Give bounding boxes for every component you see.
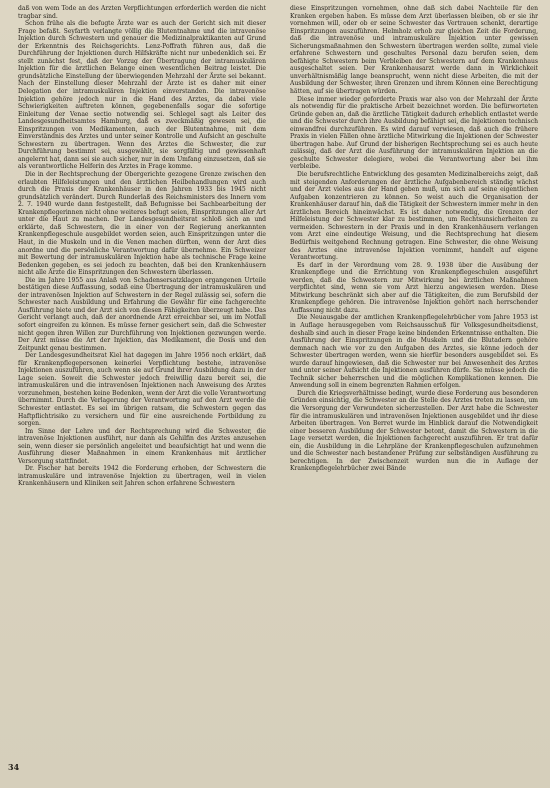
paragraph: Im Sinne der Lehre und der Rechtsprechung wird die Schwester, die intravenöse Injektionen ausführt, nur dann als Gehilfin des Arztes anzusehen sein, wenn dieser sie persönlich angeleitet und beaufsichtigt hat und wenn die Ausführung dieser Maßnahmen in einem Krankenhaus mit ärztlicher Versorgung stattfindet. [18, 427, 266, 465]
text-columns [18, 5, 538, 745]
paragraph: Es darf in der Verordnung vom 28. 9. 1938 über die Ausübung der Krankenpflege und die Errichtung von Krankenpflegeschulen ausgeführt werden, daß die Schwestern zur Mitwirkung bei ärztlichen Maßnahmen verpflichtet sind, wenn sie vom Arzt hierzu angewiesen werden. Diese Mitwirkung beschränkt sich aber auf die Tätigkeiten, die zum Berufsbild der Krankenpflege gehören. Die intravenöse Injektion gehört nach herrschender Auffassung nicht dazu. [290, 261, 538, 314]
right-column [290, 5, 538, 745]
paragraph: Die in der Rechtsprechung der Obergerichte gezogene Grenze zwischen den erlaubten Hilfeleistungen und den ärztlichen Heilbehandlungen wird auch durch die Praxis der Krankenhäuser in den Jahren 1933 bis 1945 nicht grundsätzlich verändert. Durch Runderlaß des Reichsministers des Innern vom 2. 7. 1940 wurde dann festgestellt, daß Befugnisse bei Sachbearbeitung der Krankenpflegerinnen nicht ohne weiteres befugt seien, Einspritzungen aller Art unter die Haut zu machen. Der Landesgesundheitsrat schloß sich an und erklärte, daß Schwestern, die in einer von der Regierung anerkannten Krankenpflegeschule ausgebildet worden seien, auch Einspritzungen unter die Haut, in die Muskeln und in die Venen machen dürften, wenn der Arzt dies anordne und die persönliche Verantwortung dafür übernehme. Ein Schweizer mit Bewertung der intramuskulären Injektion habe als technische Frage keine Bedenken gegeben, es sei jedoch zu beachten, daß bei den Krankenhäusern nicht alle Ärzte die Einspritzungen den Schwestern überlassen. [18, 171, 266, 277]
paragraph: Die Neuausgabe der amtlichen Krankenpflegelehrbücher vom Jahre 1953 ist in Auflage herausgegeben vom Reichsausschuß für Volksgesundheitsdienst, deshalb sind auch in dieser Frage keine bindenden Erkenntnisse enthalten. Die Ausführung der Einspritzungen in die Muskeln und die Blutadern gehöre demnach nach wie vor zu den Aufgaben des Arztes, sie könne jedoch der Schwester übertragen werden, wenn sie hierfür besonders ausgebildet sei. Es wurde darauf hingewiesen, daß die Schwester nur bei Anwesenheit des Arztes und unter seiner Aufsicht die Injektionen ausführen dürfe. Sie müsse jedoch die Technik sicher beherrschen und die möglichen Komplikationen kennen. Die Anwendung soll in einem begrenzten Rahmen erfolgen. [290, 314, 538, 390]
page-number: 34 [8, 762, 20, 772]
paragraph: diese Einspritzungen vornehmen, ohne daß sich dabei Nachteile für den Kranken ergeben haben. Es müsse dem Arzt überlassen bleiben, ob er sie ihr vornehmen will, oder ob er seine Schwester das Vertrauen schenkt, derartige Einspritzungen auszuführen. Helmholz erhob zur gleichen Zeit die Forderung, daß die intravenöse und intramuskuläre Injektion unter gewissen Sicherungsmaßnahmen den Schwestern übertragen werden sollte, zumal viele erfahrene Schwestern und geschultes Personal dazu berufen seien, dem befähigte Schwestern beim Verbleiben der Schwestern auf dem Krankenhaus ausgeschaltet seien. Der Krankenhausarzt werde dann in Wirklichkeit unverhältnismäßig lange beansprucht, wenn nicht diese Arbeiten, die mit der Ausbildung der Schwester, ihren Grenzen und ihrem Können eine Berechtigung hätten, auf sie übertragen würden. [290, 5, 538, 96]
paragraph: Der Landesgesundheitsrat Kiel hat dagegen im Jahre 1956 noch erklärt, daß für Krankenpflegepersonen keinerlei Verpflichtung bestehe, intravenöse Injektionen auszuführen, auch wenn sie auf Grund ihrer Ausbildung dazu in der Lage seien. Soweit die Schwester jedoch freiwillig dazu bereit sei, die intramuskulären und die intravenösen Injektionen nach Anweisung des Arztes vorzunehmen, bestehen keine Bedenken, wenn der Arzt die volle Verantwortung übernimmt. Durch die Verlagerung der Verantwortung auf den Arzt werde die Schwester entlastet. Es sei im übrigen ratsam, die Schwestern gegen das Haftpflichtrisiko zu versichern und für eine ausreichende Fortbildung zu sorgen. [18, 352, 266, 428]
paragraph: daß von wem Tode an des Ärzten Verpflichtungen erforderlich werden die nicht tragbar sind. [18, 5, 266, 20]
paragraph: Dr. Fischer hat bereits 1942 die Forderung erhoben, der Schwestern die intramuskuläre und intravenöse Injektion zu übertragen, weil in vielen Krankenhäusern und Kliniken seit Jahren schon erfahrene Schwestern [18, 465, 266, 488]
paragraph: Die berufsrechtliche Entwicklung des gesamten Medizinalbereichs zeigt, daß mit steigenden Anforderungen der ärztliche Aufgabenbereich ständig wächst und der Arzt vieles aus der Hand geben muß, um sich auf seine eigentlichen Aufgaben konzentrieren zu können. So weist auch die Organisation der Krankenhäuser darauf hin, daß die Tätigkeit der Schwestern immer mehr in den ärztlichen Bereich hineinwächst. Es ist daher notwendig, die Grenzen der Hilfeleistung der Schwester klar zu bestimmen, um Rechtsunsicherheiten zu vermeiden. Schwestern in der Praxis und in den Krankenhäusern verlangen vom Arzt eine eindeutige Weisung, und die Rechtsprechung hat diesem Bedürfnis weitgehend Rechnung getragen. Eine Schwester, die ohne Weisung des Arztes eine intravenöse Injektion vornimmt, handelt auf eigene Verantwortung. [290, 171, 538, 262]
paragraph: Durch die Kriegsverhältnisse bedingt, wurde diese Forderung aus besonderen Gründen einsichtig, die Schwester an die Stelle des Arztes treten zu lassen, um die Versorgung der Verwundeten sicherzustellen. Der Arzt habe die Schwester für die intramuskulären und intravenösen Injektionen ausgebildet und ihr diese Arbeiten übertragen. Von Berret wurde im Hinblick darauf die Notwendigkeit einer besseren Ausbildung der Schwester betont, damit die Schwestern in die Lage versetzt werden, die Injektionen fachgerecht auszuführen. Er trat dafür ein, die Ausbildung in die Lehrpläne der Krankenpflegeschulen aufzunehmen und die Schwester nach bestandener Prüfung zur selbständigen Ausführung zu berechtigen. In der Zwischenzeit wurden nun die in Auflage der Krankenpflegelehrbücher zwei Bände [290, 389, 538, 473]
paragraph: Schon frühe als die befugte Ärzte war es auch der Gericht sich mit dieser Frage befaßt. Seyfarth verlangte völlig die Blutentnahme und die intravenöse Injektion durch Schwestern und genauer die Medizinalpraktikanten auf Grund der Erkenntnis des Reichsgerichts. Lenz-Poffrath führen aus, daß die Durchführung der Injektionen durch Hilfskräfte nicht nur unbedenklich sei. Er stellt zunächst fest, daß der Vorzug der Übertragung der intramuskulären Injektion für die ärztlichen Belange einen wesentlichen Beitrag leistet. Die grundsätzliche Einstellung der überwiegenden Mehrzahl der Ärzte sei bekannt. Nach der Einstellung dieser Mehrzahl der Ärzte ist es daher mit einer Delegation der intramuskulären Injektion einverstanden. Die intravenöse Injektion gehöre jedoch nur in die Hand des Arztes, da dabei viele Schwierigkeiten auftreten können, gegebenenfalls sogar die sofortige Einleitung der Venae sectio notwendig sei. Schlegel sagt als Leiter des Landesgesundheitsamtes Hamburg, daß es zweckmäßig gewesen sei, die Einspritzungen von Medikamenten, auch der Blutentnahme, mit dem Einverständnis des Arztes und unter seiner Kontrolle und Aufsicht an geschulte Schwestern zu übertragen. Wenn des Arztes die Schwester, die zur Durchführung bestimmt sei, ausgewählt, sie sorgfältig und gewissenhaft angelernt hat, dann sei sie auch sicher, nur in dem Umfang einzusetzen, daß sie als verantwortliche Helferin des Arztes in Frage komme. [18, 20, 266, 171]
paragraph: Die im Jahre 1955 aus Anlaß von Schadensersatzklagen ergangenen Urteile bestätigen diese Auffassung, sodaß eine Übertragung der intramuskulären und der intravenösen Injektion auf Schwestern in der Regel zulässig sei, sofern die Schwester nach Ausbildung und Erfahrung die Gewähr für eine fachgerechte Ausführung biete und der Arzt sich von diesen Fähigkeiten überzeugt habe. Das Gericht verlangt auch, daß der anordnende Arzt erreichbar sei, um im Notfall sofort eingreifen zu können. Es müsse ferner gesichert sein, daß die Schwester nicht gegen ihren Willen zur Durchführung von Injektionen gezwungen werde. Der Arzt müsse die Art der Injektion, das Medikament, die Dosis und den Zeitpunkt genau bestimmen. [18, 276, 266, 352]
left-column [18, 5, 266, 745]
paragraph: Diese immer wieder geforderte Praxis war also von der Mehrzahl der Ärzte als notwendig für die praktische Arbeit bezeichnet worden. Die befürworteten Gründe geben an, daß die ärztliche Tätigkeit dadurch erheblich entlastet werde und die Schwester durch ihre Ausbildung befähigt sei, die Injektionen technisch einwandfrei durchzuführen. Es wird darauf verwiesen, daß auch die frühere Praxis in vielen Fällen ohne ärztliche Mitwirkung die Injektionen der Schwester übertragen habe. Auf Grund der bisherigen Rechtsprechung sei es auch heute zulässig, daß der Arzt die Ausführung der intramuskulären Injektion an die geschulte Schwester delegiere, wobei die Verantwortung aber bei ihm verbleibe. [290, 95, 538, 171]
